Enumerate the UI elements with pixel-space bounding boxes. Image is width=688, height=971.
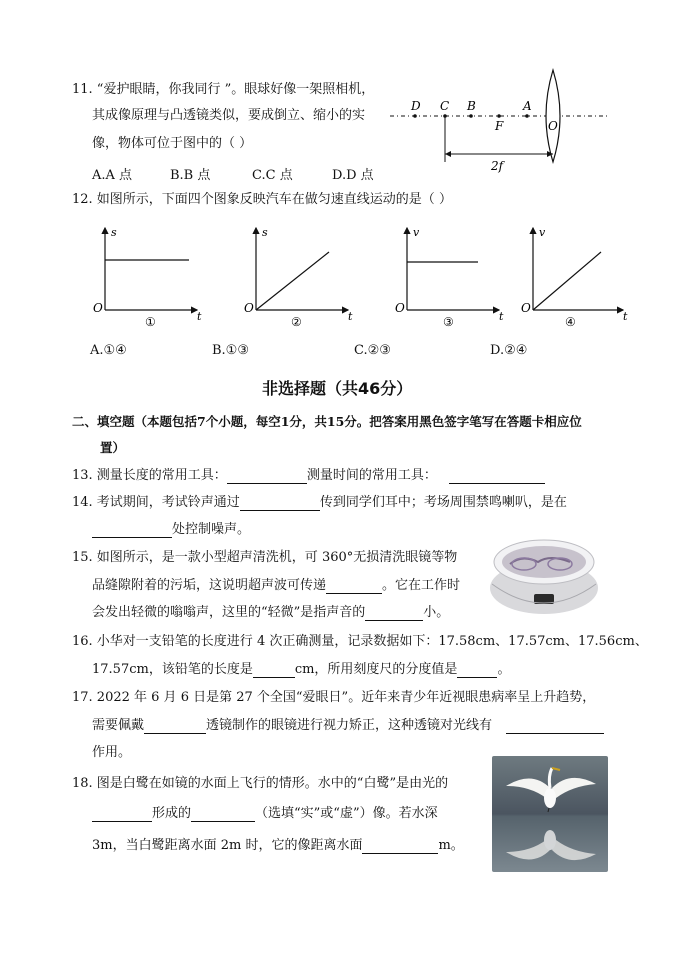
q17-blank-2[interactable] — [506, 719, 604, 734]
label-d: D — [411, 99, 421, 113]
q17-line3: 作用。 — [92, 745, 132, 760]
label-b: B — [467, 99, 476, 113]
q12-option-c[interactable]: C.②③ — [354, 343, 391, 358]
label-a: A — [523, 99, 532, 113]
graph-3-origin: O — [395, 301, 405, 315]
q13-blank-1[interactable] — [227, 469, 307, 484]
q18-blank-1[interactable] — [92, 807, 152, 822]
graph-2-number: ② — [291, 315, 302, 329]
graph-1-ylabel: s — [111, 226, 117, 239]
section-title: 非选择题（共46分） — [262, 379, 413, 398]
label-2f: 2f — [491, 159, 504, 173]
q12-option-a[interactable]: A.①④ — [90, 343, 127, 358]
q14-blank-1[interactable] — [240, 496, 320, 511]
q15-line1: 15. 如图所示，是一款小型超声清洗机，可 360°无损清洗眼镜等物 — [72, 550, 458, 565]
q14-blank-2[interactable] — [92, 523, 172, 538]
label-c: C — [440, 99, 450, 113]
q18-line1: 18. 图是白鹭在如镜的水面上飞行的情形。水中的“白鹭”是由光的 — [72, 776, 449, 791]
q16-line2: 17.57cm，该铅笔的长度是 cm，所用刻度尺的分度值是 。 — [92, 662, 511, 677]
lens-diagram — [385, 66, 615, 176]
graph-2-xlabel: t — [348, 310, 353, 323]
graph-2-origin: O — [244, 301, 254, 315]
section-heading-line2: 置） — [100, 440, 126, 455]
q12-text: 12. 如图所示，下面四个图象反映汽车在做匀速直线运动的是（ ） — [72, 192, 452, 207]
q13-text: 13. 测量长度的常用工具： 测量时间的常用工具： — [72, 468, 545, 484]
graph-3-number: ③ — [443, 315, 454, 329]
q11-option-d[interactable]: D.D 点 — [332, 168, 374, 183]
q14-line1: 14. 考试期间，考试铃声通过 传到同学们耳中；考场周围禁鸣喇叭，是在 — [72, 495, 567, 510]
q11-option-c[interactable]: C.C 点 — [252, 168, 293, 183]
convex-lens — [546, 70, 560, 162]
q11-line1: 11. “爱护眼睛，你我同行 ”。眼球好像一架照相机， — [72, 82, 375, 97]
q16-blank-2[interactable] — [457, 663, 497, 678]
q18-line3: 3m，当白鹭距离水面 2m 时，它的像距离水面 m。 — [92, 838, 464, 853]
egret-image — [492, 756, 608, 872]
graph-1-xlabel: t — [197, 310, 202, 323]
q12-option-b[interactable]: B.①③ — [212, 343, 249, 358]
q11-line3: 像，物体可位于图中的（ ） — [92, 136, 253, 151]
q16-line1: 16. 小华对一支铅笔的长度进行 4 次正确测量，记录数据如下：17.58cm、17.57cm、17.56cm、 — [72, 634, 648, 649]
graph-3-xlabel: t — [499, 310, 504, 323]
q17-line2: 需要佩戴 透镜制作的眼镜进行视力矫正，这种透镜对光线有 — [92, 718, 604, 734]
graph-4 — [521, 226, 628, 329]
q11-option-b[interactable]: B.B 点 — [170, 168, 211, 183]
graph-1-origin: O — [93, 301, 103, 315]
q15-line2: 品缝隙附着的污垢，这说明超声波可传递 。它在工作时 — [92, 578, 461, 593]
ultrasonic-cleaner-image — [488, 532, 600, 618]
graph-4-number: ④ — [565, 315, 576, 329]
graph-3-ylabel: v — [413, 226, 420, 239]
q18-blank-3[interactable] — [362, 839, 438, 854]
graph-4-origin: O — [521, 301, 531, 315]
q14-line2: 处控制噪声。 — [92, 522, 250, 538]
q15-blank-2[interactable] — [365, 606, 423, 621]
q16-blank-1[interactable] — [253, 663, 295, 678]
q17-line1: 17. 2022 年 6 月 6 日是第 27 个全国“爱眼日”。近年来青少年近视眼患病率呈上升趋势， — [72, 690, 596, 705]
q17-blank-1[interactable] — [144, 719, 206, 734]
egret-reflection — [506, 830, 596, 860]
q11-option-a[interactable]: A.A 点 — [92, 168, 133, 183]
graph-1-number: ① — [145, 315, 156, 329]
q18-blank-2[interactable] — [191, 807, 255, 822]
q15-blank-1[interactable] — [326, 579, 382, 594]
label-o: O — [548, 119, 558, 133]
graph-3 — [395, 226, 504, 329]
motion-graphs — [85, 222, 645, 332]
graph-2-line — [256, 252, 329, 310]
label-f: F — [495, 119, 504, 133]
q11-line2: 其成像原理与凸透镜类似，要成倒立、缩小的实 — [92, 108, 366, 123]
q12-option-d[interactable]: D.②④ — [490, 343, 528, 358]
graph-2-ylabel: s — [262, 226, 268, 239]
q18-line2: 形成的 （选填“实”或“虚”）像。若水深 — [92, 806, 438, 822]
graph-4-line — [533, 252, 601, 310]
graph-4-ylabel: v — [539, 226, 546, 239]
graph-1 — [93, 226, 202, 329]
egret-bird — [506, 768, 596, 812]
graph-2 — [244, 226, 353, 329]
q15-line3: 会发出轻微的嗡嗡声，这里的“轻微”是指声音的 小。 — [92, 605, 450, 620]
section-heading-line1: 二、填空题（本题包括7个小题，每空1分，共15分。把答案用黑色签字笔写在答题卡相应位 — [72, 414, 582, 429]
graph-4-xlabel: t — [623, 310, 628, 323]
q13-blank-2[interactable] — [449, 469, 545, 484]
